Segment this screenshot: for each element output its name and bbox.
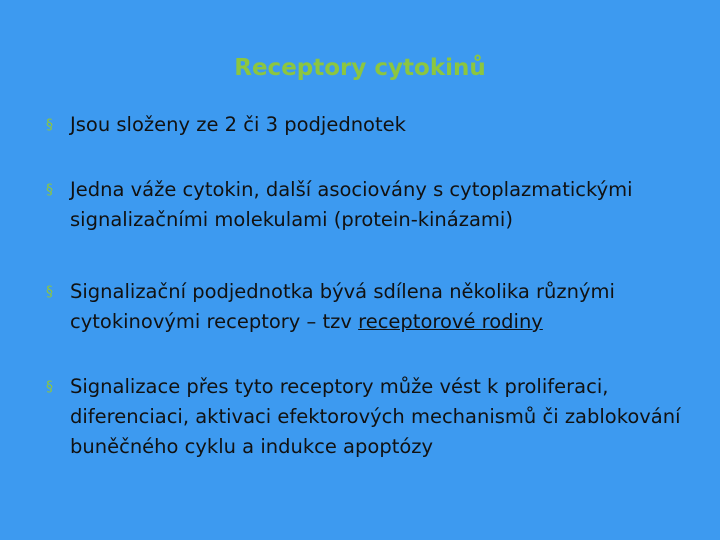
bullet-text-main: Signalizační podjednotka bývá sdílena několika různými cytokinovými receptory – tzv xyxy=(70,280,615,333)
bullet-text: Jsou složeny ze 2 či 3 podjednotek xyxy=(70,113,406,136)
bullet-text: Signalizace přes tyto receptory může vést k proliferaci, diferenciaci, aktivaci efektorových mechanismů či zablokování buněčného cyklu a indukce apoptózy xyxy=(70,375,681,458)
bullet-marker: § xyxy=(46,117,53,133)
bullet-text: Jedna váže cytokin, další asociovány s cytoplazmatickými signalizačními molekulami (protein-kinázami) xyxy=(70,178,633,231)
bullet-marker: § xyxy=(46,182,53,198)
bullet-marker: § xyxy=(46,284,53,300)
slide-title: Receptory cytokinů xyxy=(234,55,486,81)
bullet-text xyxy=(70,277,700,337)
receptor-families-link[interactable]: receptorové rodiny xyxy=(358,310,543,333)
bullet-marker: § xyxy=(46,379,53,395)
